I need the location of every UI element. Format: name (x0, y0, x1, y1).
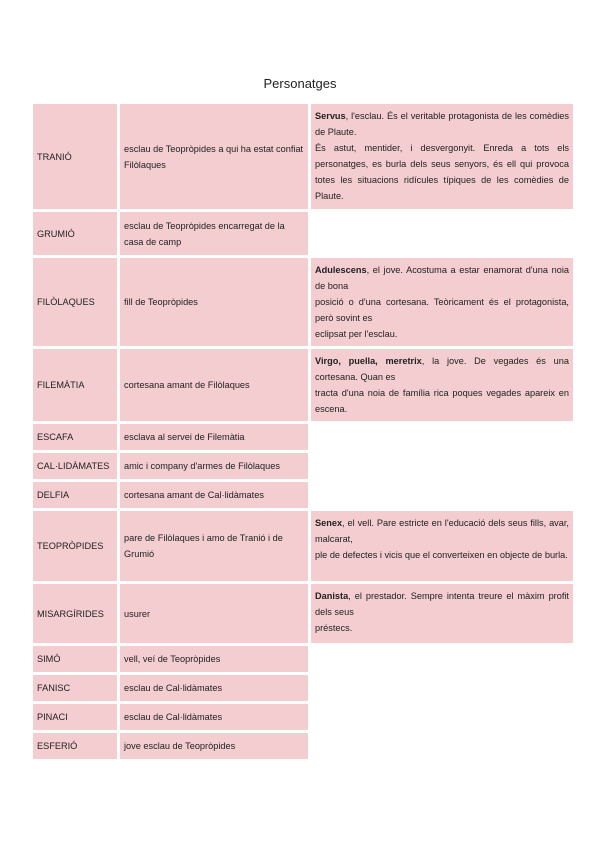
character-type-cell (311, 349, 573, 421)
character-type-cell (311, 258, 573, 346)
character-name: SIMÓ (33, 646, 117, 672)
table-row (33, 482, 573, 508)
character-description: pare de Filòlaques i amo de Tranió i de Grumió (120, 511, 308, 581)
table-row (33, 511, 573, 581)
table-row (33, 584, 573, 643)
character-description: cortesana amant de Cal·lidàmates (120, 482, 308, 508)
character-description: esclau de Teopròpides a qui ha estat confiat Filòlaques (120, 104, 308, 209)
character-type-title: Virgo, puella, meretrix (315, 356, 422, 366)
table-row (33, 453, 573, 479)
empty-cell (311, 733, 573, 759)
character-type-text: , la jove. De vegades és una cortesana. Quan es tracta d'una noia de família rica poques vegades apareix en escena. (315, 356, 569, 414)
character-name: MISARGÍRIDES (33, 584, 117, 643)
character-description: esclau de Cal·lidàmates (120, 704, 308, 730)
character-name: TRANIÓ (33, 104, 117, 209)
page-title: Personatges (263, 76, 337, 91)
character-type-text: , l'esclau. És el veritable protagonista de les comèdies de Plaute. És astut, mentider, i desvergonyit. Enreda a tots els personatges, es burla dels seus senyors, és ell qui provoca totes les situacions ridícules típiques de les comèdies de Plaute. (315, 111, 569, 201)
character-name: ESCAFA (33, 424, 117, 450)
character-type-text: , el vell. Pare estricte en l'educació dels seus fills, avar, malcarat, ple de defectes i vicis que el converteixen en objecte de burla. (315, 518, 569, 560)
character-description: amic i company d'armes de Filòlaques (120, 453, 308, 479)
character-description: fill de Teopròpides (120, 258, 308, 346)
character-type-title: Servus (315, 111, 346, 121)
table-row (33, 349, 573, 421)
character-type-cell (311, 511, 573, 581)
empty-cell (311, 482, 573, 508)
empty-cell (311, 212, 573, 255)
table-row (33, 424, 573, 450)
character-type-title: Senex (315, 518, 343, 528)
character-type-text: , el prestador. Sempre intenta treure el màxim profit dels seus préstecs. (315, 591, 569, 633)
table-row (33, 104, 573, 209)
character-type-title: Danista (315, 591, 349, 601)
character-name: ESFERIÓ (33, 733, 117, 759)
table-row (33, 646, 573, 672)
character-name: GRUMIÓ (33, 212, 117, 255)
characters-table (30, 101, 576, 762)
character-name: DELFIA (33, 482, 117, 508)
table-row (33, 704, 573, 730)
character-name: PINACI (33, 704, 117, 730)
empty-cell (311, 675, 573, 701)
character-description: esclava al servei de Filemàtia (120, 424, 308, 450)
character-description: usurer (120, 584, 308, 643)
character-type-cell (311, 584, 573, 643)
character-name: FILÒLAQUES (33, 258, 117, 346)
character-type-title: Adulescens (315, 265, 367, 275)
character-name: TEOPRÒPIDES (33, 511, 117, 581)
table-row (33, 733, 573, 759)
character-description: cortesana amant de Filòlaques (120, 349, 308, 421)
empty-cell (311, 453, 573, 479)
character-name: CAL·LIDÀMATES (33, 453, 117, 479)
character-description: esclau de Teopròpides encarregat de la casa de camp (120, 212, 308, 255)
character-description: jove esclau de Teopròpides (120, 733, 308, 759)
character-type-text: , el jove. Acostuma a estar enamorat d'una noia de bona posició o d'una cortesana. Teòricament és el protagonista, però sovint es eclipsat per l'esclau. (315, 265, 569, 339)
character-description: esclau de Cal·lidàmates (120, 675, 308, 701)
character-description: vell, veí de Teopròpides (120, 646, 308, 672)
character-name: FILEMÀTIA (33, 349, 117, 421)
character-type-cell (311, 104, 573, 209)
empty-cell (311, 424, 573, 450)
character-name: FANISC (33, 675, 117, 701)
empty-cell (311, 646, 573, 672)
table-row (33, 675, 573, 701)
table-row (33, 258, 573, 346)
empty-cell (311, 704, 573, 730)
table-row (33, 212, 573, 255)
